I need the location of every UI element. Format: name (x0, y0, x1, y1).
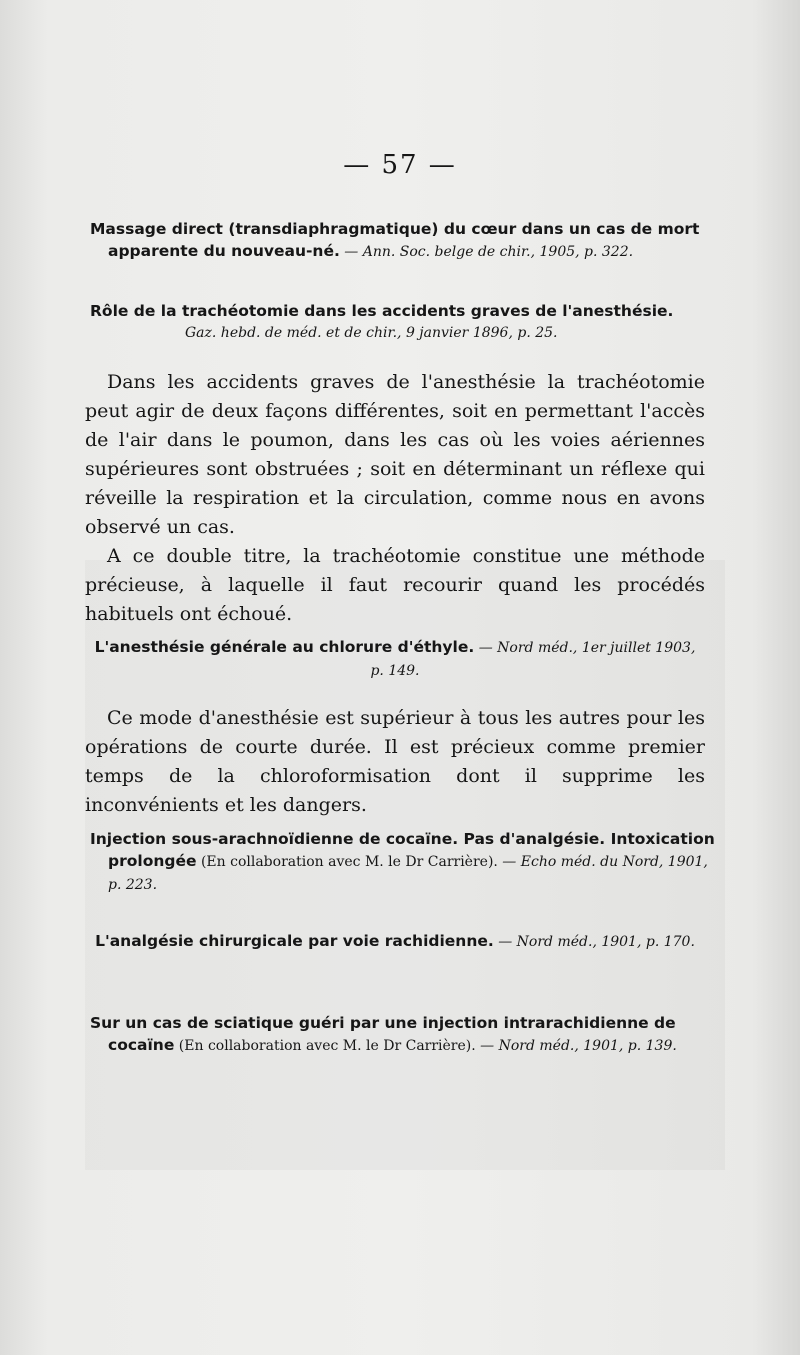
paragraph: A ce double titre, la trachéotomie constitue une méthode précieuse, à laquelle il faut recourir quand les procédés habituels ont échoué. (85, 545, 705, 625)
bibliography-entry (90, 636, 700, 682)
entry-title: Injection sous-arachnoïdienne de cocaïne. Pas d'analgésie. Intoxication prolongée (90, 830, 715, 870)
entry-collaboration: (En collaboration avec M. le Dr Carrière). (196, 854, 498, 870)
entry-title: L'anesthésie générale au chlorure d'éthyle. (94, 638, 475, 656)
entry-citation: Gaz. hebd. de méd. et de chir., 9 janvier 1896, p. 25. (185, 325, 558, 341)
entry-citation: — Ann. Soc. belge de chir., 1905, p. 322. (339, 244, 634, 260)
bibliography-entry (90, 930, 700, 953)
body-text (85, 368, 705, 629)
entry-citation: — Echo méd. du Nord, 1901, p. 223. (108, 854, 708, 893)
entry-citation: — Nord méd., 1901, p. 170. (493, 934, 695, 950)
entry-title: Massage direct (transdiaphragmatique) du cœur dans un cas de mort apparente du nouveau-né. (90, 220, 700, 260)
bibliography-entry (90, 828, 718, 896)
entry-title: L'analgésie chirurgicale par voie rachidienne. (95, 932, 494, 950)
body-text (85, 704, 705, 820)
bibliography-entry (90, 1012, 718, 1057)
entry-collaboration: (En collaboration avec M. le Dr Carrière). (174, 1038, 476, 1054)
entry-citation: — Nord méd., 1er juillet 1903, p. 149. (370, 640, 696, 679)
entry-title: Sur un cas de sciatique guéri par une injection intrarachidienne de cocaïne (90, 1014, 676, 1054)
paragraph: Ce mode d'anesthésie est supérieur à tous les autres pour les opérations de courte durée. Il est précieux comme premier temps de la chloroformisation dont il supprime les inconvénients et les dangers. (85, 707, 705, 816)
bibliography-entry (90, 218, 718, 263)
entry-title: Rôle de la trachéotomie dans les accidents graves de l'anesthésie. (90, 302, 674, 320)
paragraph: Dans les accidents graves de l'anesthésie la trachéotomie peut agir de deux façons différentes, soit en permettant l'accès de l'air dans le poumon, dans les cas où les voies aériennes supérieures sont obstruées ; soit en déterminant un réflexe qui réveille la respiration et la circulation, comme nous en avons observé un cas. (85, 371, 705, 538)
entry-citation: — Nord méd., 1901, p. 139. (475, 1038, 677, 1054)
page-number: — 57 — (343, 150, 457, 180)
bibliography-entry (90, 300, 700, 344)
